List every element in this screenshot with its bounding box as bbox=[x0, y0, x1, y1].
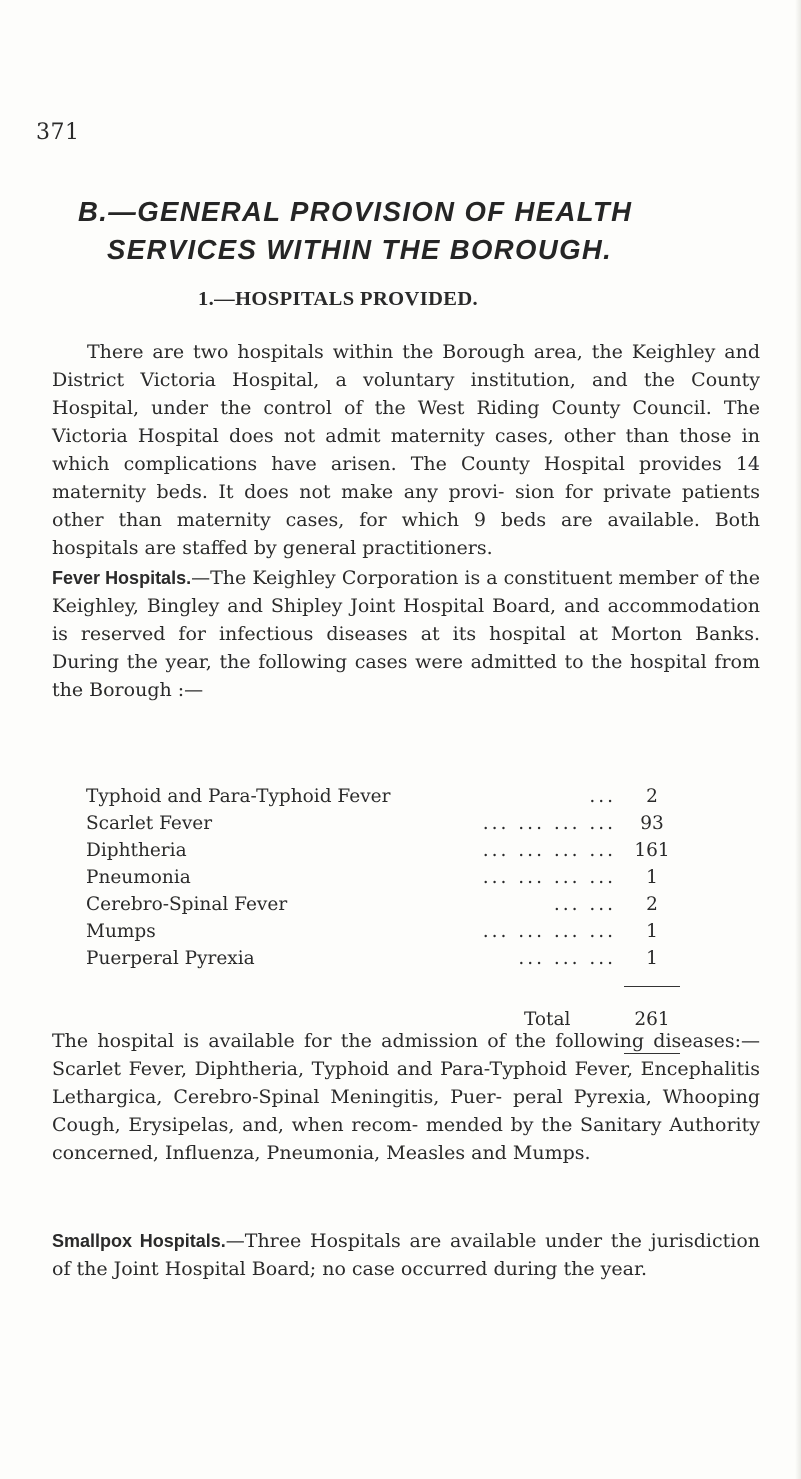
table-row bbox=[86, 918, 676, 945]
leader-dots: ... ... ... bbox=[518, 948, 616, 969]
disease-name: Pneumonia bbox=[86, 867, 191, 888]
page-title bbox=[78, 193, 758, 269]
smallpox-hospitals-body: —Three Hospitals are available under the jurisdiction of the Joint Hospital Board; no case occurred during the year. bbox=[52, 1230, 760, 1280]
fever-hospitals-body: —The Keighley Corporation is a constituent member of the Keighley, Bingley and Shipley Joint Hospital Board, and accommodation is reserved for infectious diseases at its hospital at Morton Banks. During the year, the following cases were admitted to the hospital from the Borough :— bbox=[52, 567, 760, 701]
disease-name: Puerperal Pyrexia bbox=[86, 948, 255, 969]
case-count: 93 bbox=[640, 813, 664, 834]
table-row bbox=[86, 810, 676, 837]
disease-name: Typhoid and Para-Typhoid Fever bbox=[86, 786, 391, 807]
leader-dots: ... ... ... ... bbox=[482, 813, 616, 834]
disease-name: Diphtheria bbox=[86, 840, 187, 861]
title-line-1: B.—GENERAL PROVISION OF HEALTH bbox=[78, 196, 633, 227]
total-rule-top bbox=[624, 986, 680, 987]
table-row bbox=[86, 783, 676, 810]
page-number: 371 bbox=[36, 120, 80, 145]
case-count: 1 bbox=[646, 867, 658, 888]
case-count: 2 bbox=[646, 786, 658, 807]
page-edge-shadow bbox=[795, 0, 801, 1479]
leader-dots: ... bbox=[589, 786, 616, 807]
case-count: 161 bbox=[634, 840, 670, 861]
available-diseases-paragraph: The hospital is available for the admission of the following diseases:—Scarlet Fever, Diphtheria, Typhoid and Para-Typhoid Fever, Encephalitis Lethargica, Cerebro-Spinal Meningitis, Puer- peral Pyrexia, Whooping Cough, Erysipelas, and, when recom- mended by the Sanitary Authority concerned, Influenza, Pneumonia, Measles and Mumps. bbox=[52, 1030, 760, 1164]
table-row bbox=[86, 864, 676, 891]
leader-dots: ... ... bbox=[553, 894, 616, 915]
table-row bbox=[86, 837, 676, 864]
case-count: 1 bbox=[646, 921, 658, 942]
case-count: 1 bbox=[646, 948, 658, 969]
title-line-2: SERVICES WITHIN THE BOROUGH. bbox=[107, 234, 613, 265]
section-heading: 1.—HOSPITALS PROVIDED. bbox=[198, 288, 479, 310]
leader-dots: ... ... ... ... bbox=[482, 921, 616, 942]
admitted-cases-table bbox=[86, 783, 676, 972]
total-value: 261 bbox=[634, 1009, 670, 1030]
disease-name: Scarlet Fever bbox=[86, 813, 213, 834]
leader-dots: ... ... ... ... bbox=[482, 867, 616, 888]
leader-dots: ... ... ... ... bbox=[482, 840, 616, 861]
disease-name: Mumps bbox=[86, 921, 156, 942]
total-label: Total bbox=[524, 1009, 571, 1030]
smallpox-hospitals-paragraph bbox=[52, 1227, 760, 1283]
smallpox-hospitals-lead: Smallpox Hospitals. bbox=[52, 1231, 226, 1251]
intro-paragraph: There are two hospitals within the Borough area, the Keighley and District Victoria Hospital, a voluntary institution, and the County Hospital, under the control of the West Riding County Council. The Victoria Hospital does not admit maternity cases, other than those in which complications have arisen. The County Hospital provides 14 maternity beds. It does not make any provi- sion for private patients other than maternity cases, for which 9 beds are available. Both hospitals are staffed by general practitioners. bbox=[52, 341, 760, 559]
table-row bbox=[86, 891, 676, 918]
disease-name: Cerebro-Spinal Fever bbox=[86, 894, 288, 915]
case-count: 2 bbox=[646, 894, 658, 915]
table-row bbox=[86, 945, 676, 972]
fever-hospitals-paragraph bbox=[52, 564, 760, 704]
fever-hospitals-lead: Fever Hospitals. bbox=[52, 568, 192, 588]
